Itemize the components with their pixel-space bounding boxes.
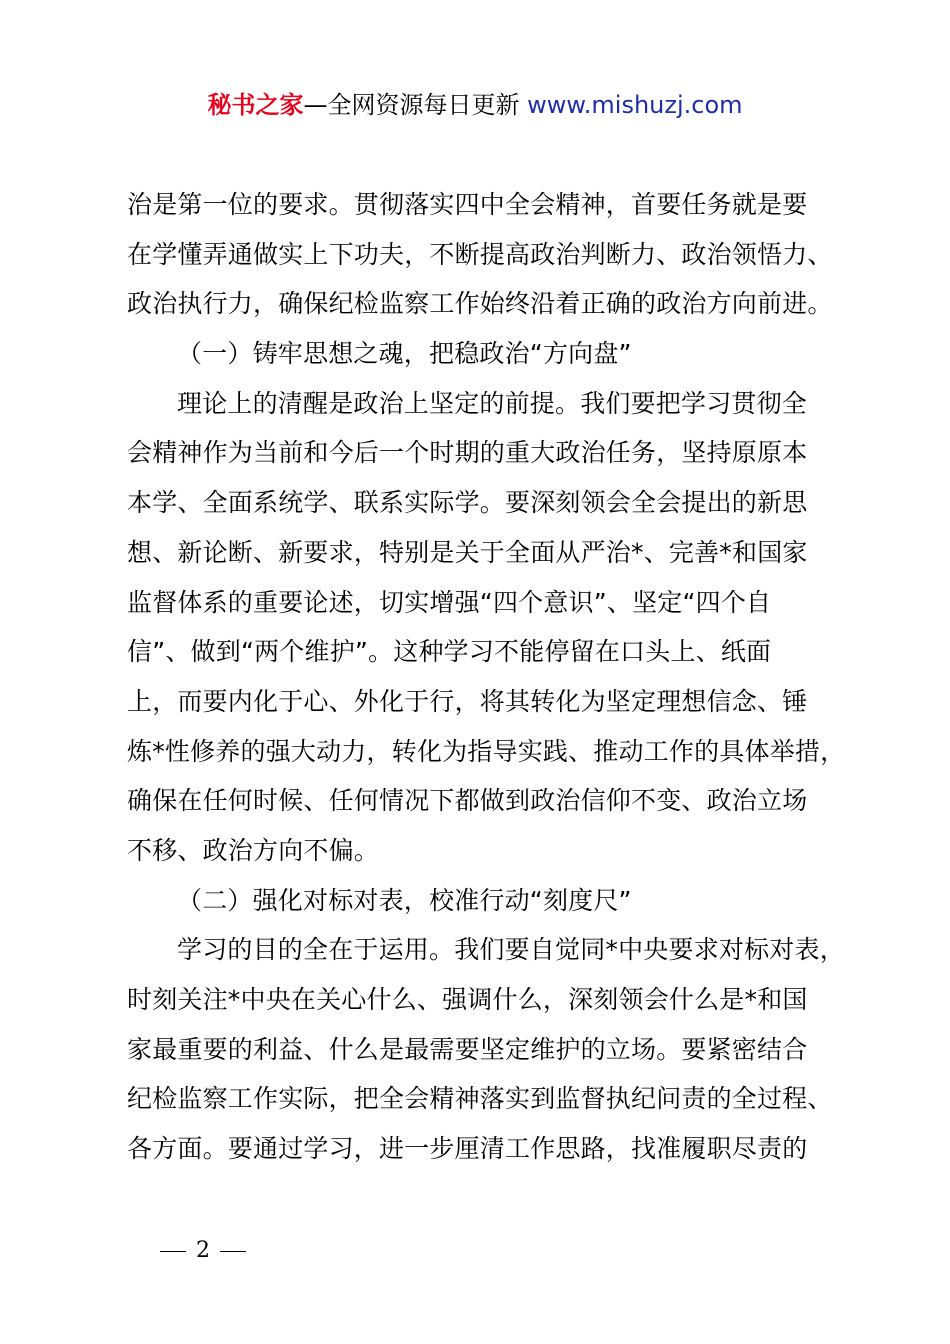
text-line: （二）强化对标对表，校准行动“刻度尺” [177,885,632,915]
text-line: （一）铸牢思想之魂，把稳政治“方向盘” [177,339,632,369]
page-footer [160,1236,246,1266]
text-line: 学习的目的全在于运用。我们要自觉同*中央要求对标对表， [177,935,845,965]
page-header [0,88,950,122]
text-line: 在学懂弄通做实上下功夫，不断提高政治判断力、政治领悟力、 [127,239,833,269]
page-number: 2 [196,1238,210,1263]
text-line: 本学、全面系统学、联系实际学。要深刻领会全会提出的新思 [127,488,808,518]
text-line: 时刻关注*中央在关心什么、强调什么，深刻领会什么是*和国 [127,985,808,1014]
text-line: 会精神作为当前和今后一个时期的重大政治任务，坚持原原本 [127,438,808,468]
text-line: 理论上的清醒是政治上坚定的前提。我们要把学习贯彻全 [177,388,808,418]
footer-dash-left [160,1251,186,1252]
text-line: 治是第一位的要求。贯彻落实四中全会精神，首要任务就是要 [127,190,808,219]
text-line: 纪检监察工作实际，把全会精神落实到监督执纪问责的全过程、 [127,1084,833,1114]
header-brand: 秘书之家 [207,91,304,119]
header-url[interactable]: www.mishuzj.com [527,91,743,119]
text-line: 各方面。要通过学习，进一步厘清工作思路，找准履职尽责的 [127,1134,808,1164]
text-line: 政治执行力，确保纪检监察工作始终沿着正确的政治方向前进。 [127,289,833,319]
document-body [127,180,867,1174]
text-line: 信”、做到“两个维护”。这种学习不能停留在口头上、纸面 [127,637,772,667]
text-line: 家最重要的利益、什么是最需要坚定维护的立场。要紧密结合 [127,1034,808,1064]
text-line: 确保在任何时候、任何情况下都做到政治信仰不变、政治立场 [127,786,808,816]
text-line: 想、新论断、新要求，特别是关于全面从严治*、完善*和国家 [127,537,808,567]
text-line: 监督体系的重要论述，切实增强“四个意识”、坚定“四个自 [127,587,772,617]
header-tagline: —全网资源每日更新 [303,91,520,119]
text-line: 不移、政治方向不偏。 [127,835,380,865]
footer-dash-right [220,1251,246,1252]
text-line: 炼*性修养的强大动力，转化为指导实践、推动工作的具体举措， [127,736,846,766]
text-line: 上，而要内化于心、外化于行，将其转化为坚定理想信念、锤 [127,686,808,716]
